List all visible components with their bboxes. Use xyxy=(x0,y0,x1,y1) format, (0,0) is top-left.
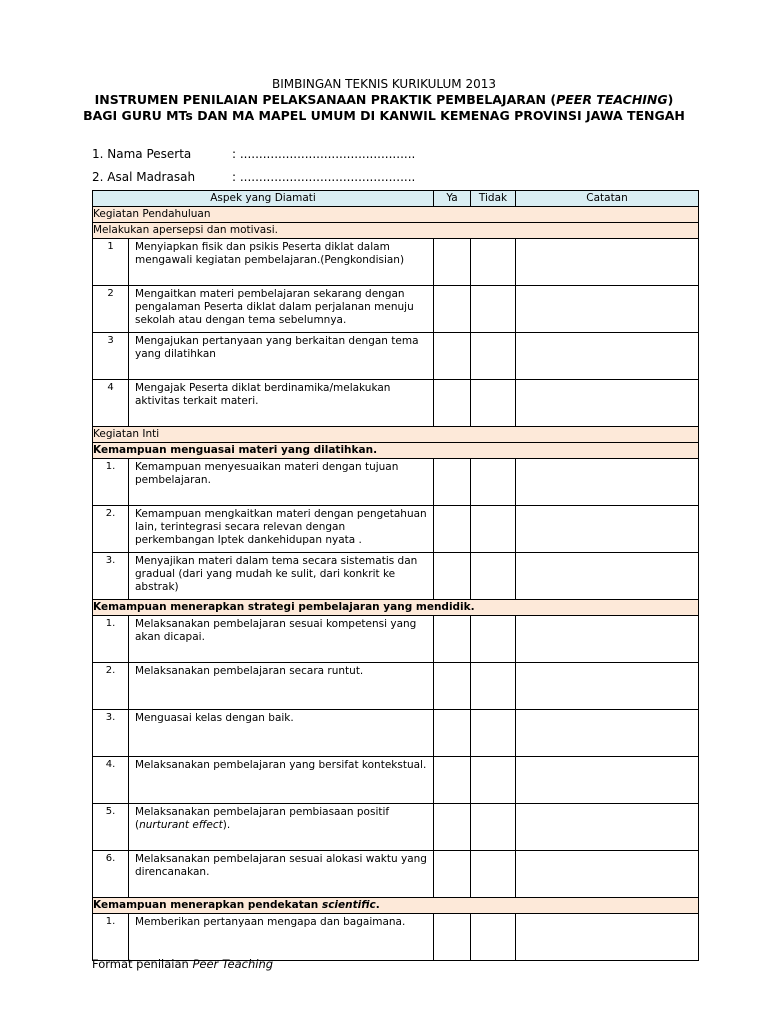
item-description xyxy=(129,804,434,851)
item-number: 4 xyxy=(93,380,129,427)
table-row xyxy=(93,239,699,286)
header-subtitle-prefix: INSTRUMEN PENILAIAN PELAKSANAAN PRAKTIK PEMBELAJARAN ( xyxy=(94,92,557,107)
item-description: Melaksanakan pembelajaran secara runtut. xyxy=(129,663,434,710)
item-number: 6. xyxy=(93,851,129,898)
item-number: 1. xyxy=(93,914,129,961)
ya-cell[interactable] xyxy=(434,506,471,553)
catatan-cell[interactable] xyxy=(516,914,699,961)
table-row xyxy=(93,851,699,898)
ya-cell[interactable] xyxy=(434,757,471,804)
item-number: 2 xyxy=(93,286,129,333)
tidak-cell[interactable] xyxy=(471,804,516,851)
section-subtitle: Melakukan apersepsi dan motivasi. xyxy=(93,223,699,239)
item-description: Melaksanakan pembelajaran sesuai alokasi waktu yang direncanakan. xyxy=(129,851,434,898)
ya-cell[interactable] xyxy=(434,710,471,757)
document-header xyxy=(0,76,768,124)
section-subtitle-italic: scientific xyxy=(321,899,376,911)
header-title: BIMBINGAN TEKNIS KURIKULUM 2013 xyxy=(271,77,496,91)
item-number: 1. xyxy=(93,459,129,506)
footer-italic: Peer Teaching xyxy=(192,957,274,971)
item-description: Kemampuan mengkaitkan materi dengan pengetahuan lain, terintegrasi secara relevan dengan perkembangan Iptek dankehidupan nyata . xyxy=(129,506,434,553)
table-row xyxy=(93,459,699,506)
table-row xyxy=(93,616,699,663)
tidak-cell[interactable] xyxy=(471,851,516,898)
catatan-cell[interactable] xyxy=(516,710,699,757)
section-subtitle: Kemampuan menguasai materi yang dilatihkan. xyxy=(93,443,699,459)
ya-cell[interactable] xyxy=(434,663,471,710)
tidak-cell[interactable] xyxy=(471,459,516,506)
footer-prefix: Format penilaian xyxy=(92,957,193,971)
ya-cell[interactable] xyxy=(434,553,471,600)
catatan-cell[interactable] xyxy=(516,663,699,710)
section-title: Kegiatan Pendahuluan xyxy=(93,207,699,223)
tidak-cell[interactable] xyxy=(471,506,516,553)
item-description: Menyiapkan fisik dan psikis Peserta diklat dalam mengawali kegiatan pembelajaran.(Pengkondisian) xyxy=(129,239,434,286)
table-row xyxy=(93,663,699,710)
tidak-cell[interactable] xyxy=(471,914,516,961)
section-row xyxy=(93,600,699,616)
madrasah-field[interactable]: : .............................................. xyxy=(232,170,416,184)
catatan-cell[interactable] xyxy=(516,553,699,600)
item-description: Kemampuan menyesuaikan materi dengan tujuan pembelajaran. xyxy=(129,459,434,506)
tidak-cell[interactable] xyxy=(471,333,516,380)
catatan-cell[interactable] xyxy=(516,239,699,286)
header-subtitle xyxy=(0,92,768,108)
header-aspek: Aspek yang Diamati xyxy=(93,191,434,207)
table-row xyxy=(93,380,699,427)
item-number: 3. xyxy=(93,710,129,757)
item-description: Menguasai kelas dengan baik. xyxy=(129,710,434,757)
item-number: 3 xyxy=(93,333,129,380)
ya-cell[interactable] xyxy=(434,333,471,380)
tidak-cell[interactable] xyxy=(471,616,516,663)
table-row xyxy=(93,333,699,380)
header-target: BAGI GURU MTs DAN MA MAPEL UMUM DI KANWIL KEMENAG PROVINSI JAWA TENGAH xyxy=(83,108,685,123)
section-row xyxy=(93,427,699,443)
info-peserta xyxy=(92,147,415,161)
item-number: 4. xyxy=(93,757,129,804)
section-title: Kegiatan Inti xyxy=(93,427,699,443)
section-row xyxy=(93,443,699,459)
table-row xyxy=(93,553,699,600)
table-row xyxy=(93,710,699,757)
tidak-cell[interactable] xyxy=(471,757,516,804)
ya-cell[interactable] xyxy=(434,239,471,286)
catatan-cell[interactable] xyxy=(516,804,699,851)
section-row xyxy=(93,898,699,914)
table-row xyxy=(93,914,699,961)
catatan-cell[interactable] xyxy=(516,757,699,804)
item-description: Melaksanakan pembelajaran yang bersifat kontekstual. xyxy=(129,757,434,804)
header-catatan: Catatan xyxy=(516,191,699,207)
table-row xyxy=(93,804,699,851)
item-description: Mengaitkan materi pembelajaran sekarang dengan pengalaman Peserta diklat dalam perjalanan menuju sekolah atau dengan tema sebelumnya. xyxy=(129,286,434,333)
table-header-row xyxy=(93,191,699,207)
evaluation-table xyxy=(92,190,699,961)
madrasah-label: 2. Asal Madrasah xyxy=(92,170,196,184)
tidak-cell[interactable] xyxy=(471,286,516,333)
item-number: 2. xyxy=(93,663,129,710)
item-number: 5. xyxy=(93,804,129,851)
item-number: 1 xyxy=(93,239,129,286)
item-description-suffix: ). xyxy=(222,819,231,831)
item-description: Memberikan pertanyaan mengapa dan bagaimana. xyxy=(129,914,434,961)
ya-cell[interactable] xyxy=(434,914,471,961)
table-row xyxy=(93,286,699,333)
catatan-cell[interactable] xyxy=(516,851,699,898)
catatan-cell[interactable] xyxy=(516,380,699,427)
catatan-cell[interactable] xyxy=(516,286,699,333)
ya-cell[interactable] xyxy=(434,616,471,663)
section-subtitle: Kemampuan menerapkan strategi pembelajaran yang mendidik. xyxy=(93,600,699,616)
ya-cell[interactable] xyxy=(434,380,471,427)
item-number: 1. xyxy=(93,616,129,663)
peserta-field[interactable]: : .............................................. xyxy=(232,147,416,161)
catatan-cell[interactable] xyxy=(516,333,699,380)
document-footer xyxy=(92,957,273,971)
section-subtitle-prefix: Kemampuan menerapkan pendekatan xyxy=(93,899,322,911)
header-subtitle-italic: PEER TEACHING xyxy=(556,92,668,107)
item-number: 3. xyxy=(93,553,129,600)
header-ya: Ya xyxy=(434,191,471,207)
peserta-label: 1. Nama Peserta xyxy=(92,147,192,161)
item-description-italic: nurturant effect xyxy=(139,819,223,831)
header-subtitle-suffix: ) xyxy=(667,92,674,107)
tidak-cell[interactable] xyxy=(471,553,516,600)
catatan-cell[interactable] xyxy=(516,506,699,553)
table-row xyxy=(93,506,699,553)
tidak-cell[interactable] xyxy=(471,380,516,427)
header-tidak: Tidak xyxy=(471,191,516,207)
ya-cell[interactable] xyxy=(434,851,471,898)
item-description: Melaksanakan pembelajaran sesuai kompetensi yang akan dicapai. xyxy=(129,616,434,663)
ya-cell[interactable] xyxy=(434,286,471,333)
section-subtitle-suffix: . xyxy=(375,899,380,911)
tidak-cell[interactable] xyxy=(471,663,516,710)
table-row xyxy=(93,757,699,804)
item-description-prefix: Melaksanakan pembelajaran pembiasaan positif ( xyxy=(135,806,390,831)
tidak-cell[interactable] xyxy=(471,239,516,286)
section-subtitle xyxy=(93,898,699,914)
item-description: Menyajikan materi dalam tema secara sistematis dan gradual (dari yang mudah ke sulit, dari konkrit ke abstrak) xyxy=(129,553,434,600)
catatan-cell[interactable] xyxy=(516,616,699,663)
item-description: Mengajukan pertanyaan yang berkaitan dengan tema yang dilatihkan xyxy=(129,333,434,380)
item-description: Mengajak Peserta diklat berdinamika/melakukan aktivitas terkait materi. xyxy=(129,380,434,427)
section-row xyxy=(93,223,699,239)
catatan-cell[interactable] xyxy=(516,459,699,506)
tidak-cell[interactable] xyxy=(471,710,516,757)
item-number: 2. xyxy=(93,506,129,553)
info-madrasah xyxy=(92,170,415,184)
section-row xyxy=(93,207,699,223)
ya-cell[interactable] xyxy=(434,804,471,851)
ya-cell[interactable] xyxy=(434,459,471,506)
